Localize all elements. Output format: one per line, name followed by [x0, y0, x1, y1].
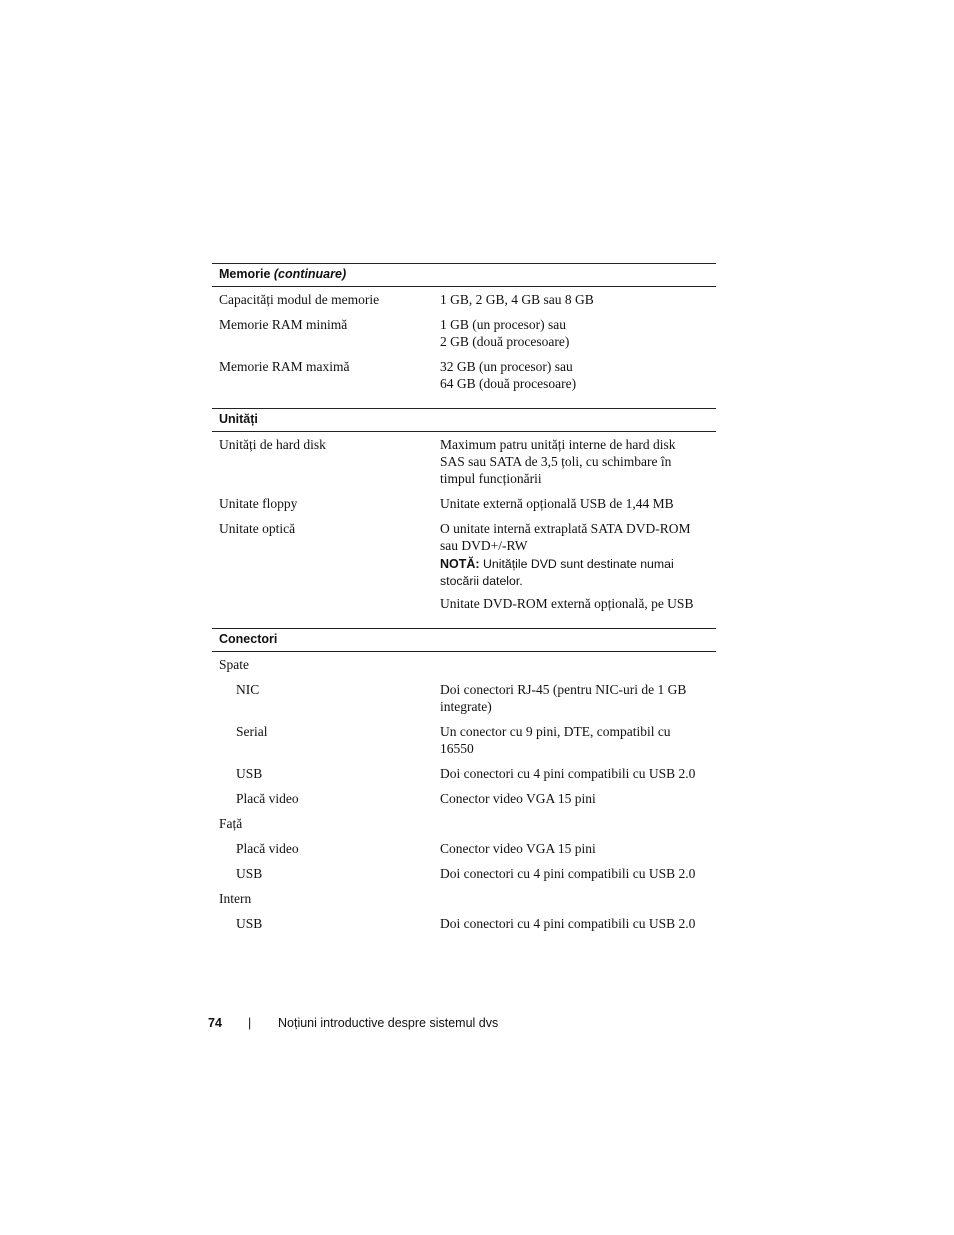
spec-label: Unitate floppy	[219, 496, 298, 511]
spec-label: Serial	[236, 724, 268, 739]
value-line: 32 GB (un procesor) sau	[440, 359, 573, 374]
value-line: 16550	[440, 741, 474, 756]
group-row	[212, 656, 716, 673]
spec-row	[212, 765, 716, 782]
spec-value: Doi conectori cu 4 pini compatibili cu USB 2.0	[440, 916, 696, 931]
spec-label: USB	[236, 866, 263, 881]
value-line: integrate)	[440, 699, 492, 714]
section-header-conectori	[212, 628, 716, 652]
note-label: NOTĂ:	[440, 557, 480, 571]
section-body-memorie	[212, 287, 716, 408]
value-line: 64 GB (două procesoare)	[440, 376, 577, 391]
spec-row	[212, 840, 716, 857]
spec-label: Memorie RAM minimă	[219, 317, 348, 332]
spec-label: NIC	[236, 682, 260, 697]
spec-table	[212, 263, 716, 932]
value-line: SAS sau SATA de 3,5 țoli, cu schimbare în	[440, 454, 672, 469]
spec-value	[440, 520, 716, 612]
spec-label: Unități de hard disk	[219, 437, 326, 452]
group-row	[212, 890, 716, 907]
group-label: Spate	[219, 657, 249, 672]
footer-separator: |	[248, 1016, 252, 1030]
value-line: sau DVD+/-RW	[440, 538, 528, 553]
spec-label: Memorie RAM maximă	[219, 359, 350, 374]
spec-label: USB	[236, 916, 263, 931]
spec-row	[212, 520, 716, 612]
group-label: Față	[219, 816, 243, 831]
value-line: timpul funcționării	[440, 471, 542, 486]
value-line: 2 GB (două procesoare)	[440, 334, 570, 349]
spec-label: USB	[236, 766, 263, 781]
value-line: 1 GB (un procesor) sau	[440, 317, 566, 332]
spec-value: Conector video VGA 15 pini	[440, 791, 596, 806]
spec-row	[212, 915, 716, 932]
spec-row	[212, 436, 716, 487]
page-footer	[208, 1016, 708, 1036]
section-body-conectori	[212, 652, 716, 932]
group-label: Intern	[219, 891, 252, 906]
page-number: 74	[208, 1016, 222, 1030]
spec-value	[440, 436, 716, 487]
section-title-suffix: (continuare)	[273, 267, 347, 281]
section-title-conectori: Conectori	[219, 632, 278, 646]
spec-value: Doi conectori cu 4 pini compatibili cu USB 2.0	[440, 766, 696, 781]
spec-value: 1 GB, 2 GB, 4 GB sau 8 GB	[440, 292, 594, 307]
value-line: Un conector cu 9 pini, DTE, compatibil cu	[440, 724, 671, 739]
section-header-unitati	[212, 408, 716, 432]
value-line: O unitate internă extraplată SATA DVD-ROM	[440, 521, 691, 536]
spec-label: Unitate optică	[219, 521, 296, 536]
spec-row	[212, 316, 716, 350]
note	[440, 556, 716, 590]
spec-row	[212, 790, 716, 807]
section-title-unitati: Unități	[219, 412, 258, 426]
spec-value	[440, 681, 716, 715]
spec-value	[440, 358, 716, 392]
spec-label: Capacități modul de memorie	[219, 292, 380, 307]
spec-row	[212, 495, 716, 512]
spec-label: Placă video	[236, 841, 299, 856]
spec-label: Placă video	[236, 791, 299, 806]
spec-value: Conector video VGA 15 pini	[440, 841, 596, 856]
footer-title: Noțiuni introductive despre sistemul dvs	[278, 1016, 499, 1030]
note-text: Unitățile DVD sunt destinate numai	[483, 557, 674, 571]
note-text: stocării datelor.	[440, 574, 523, 588]
spec-row	[212, 681, 716, 715]
value-line: Unitate DVD-ROM externă opțională, pe USB	[440, 596, 694, 611]
section-header-memorie	[212, 263, 716, 287]
spec-value: Doi conectori cu 4 pini compatibili cu USB 2.0	[440, 866, 696, 881]
section-body-unitati	[212, 432, 716, 628]
value-line: Maximum patru unități interne de hard disk	[440, 437, 676, 452]
spec-row	[212, 291, 716, 308]
group-row	[212, 815, 716, 832]
spec-row	[212, 358, 716, 392]
spec-row	[212, 865, 716, 882]
spec-value: Unitate externă opțională USB de 1,44 MB	[440, 496, 674, 511]
spec-value	[440, 316, 716, 350]
spec-row	[212, 723, 716, 757]
value-line: Doi conectori RJ-45 (pentru NIC-uri de 1 GB	[440, 682, 687, 697]
spec-value	[440, 723, 716, 757]
section-title-memorie: Memorie	[219, 267, 271, 281]
